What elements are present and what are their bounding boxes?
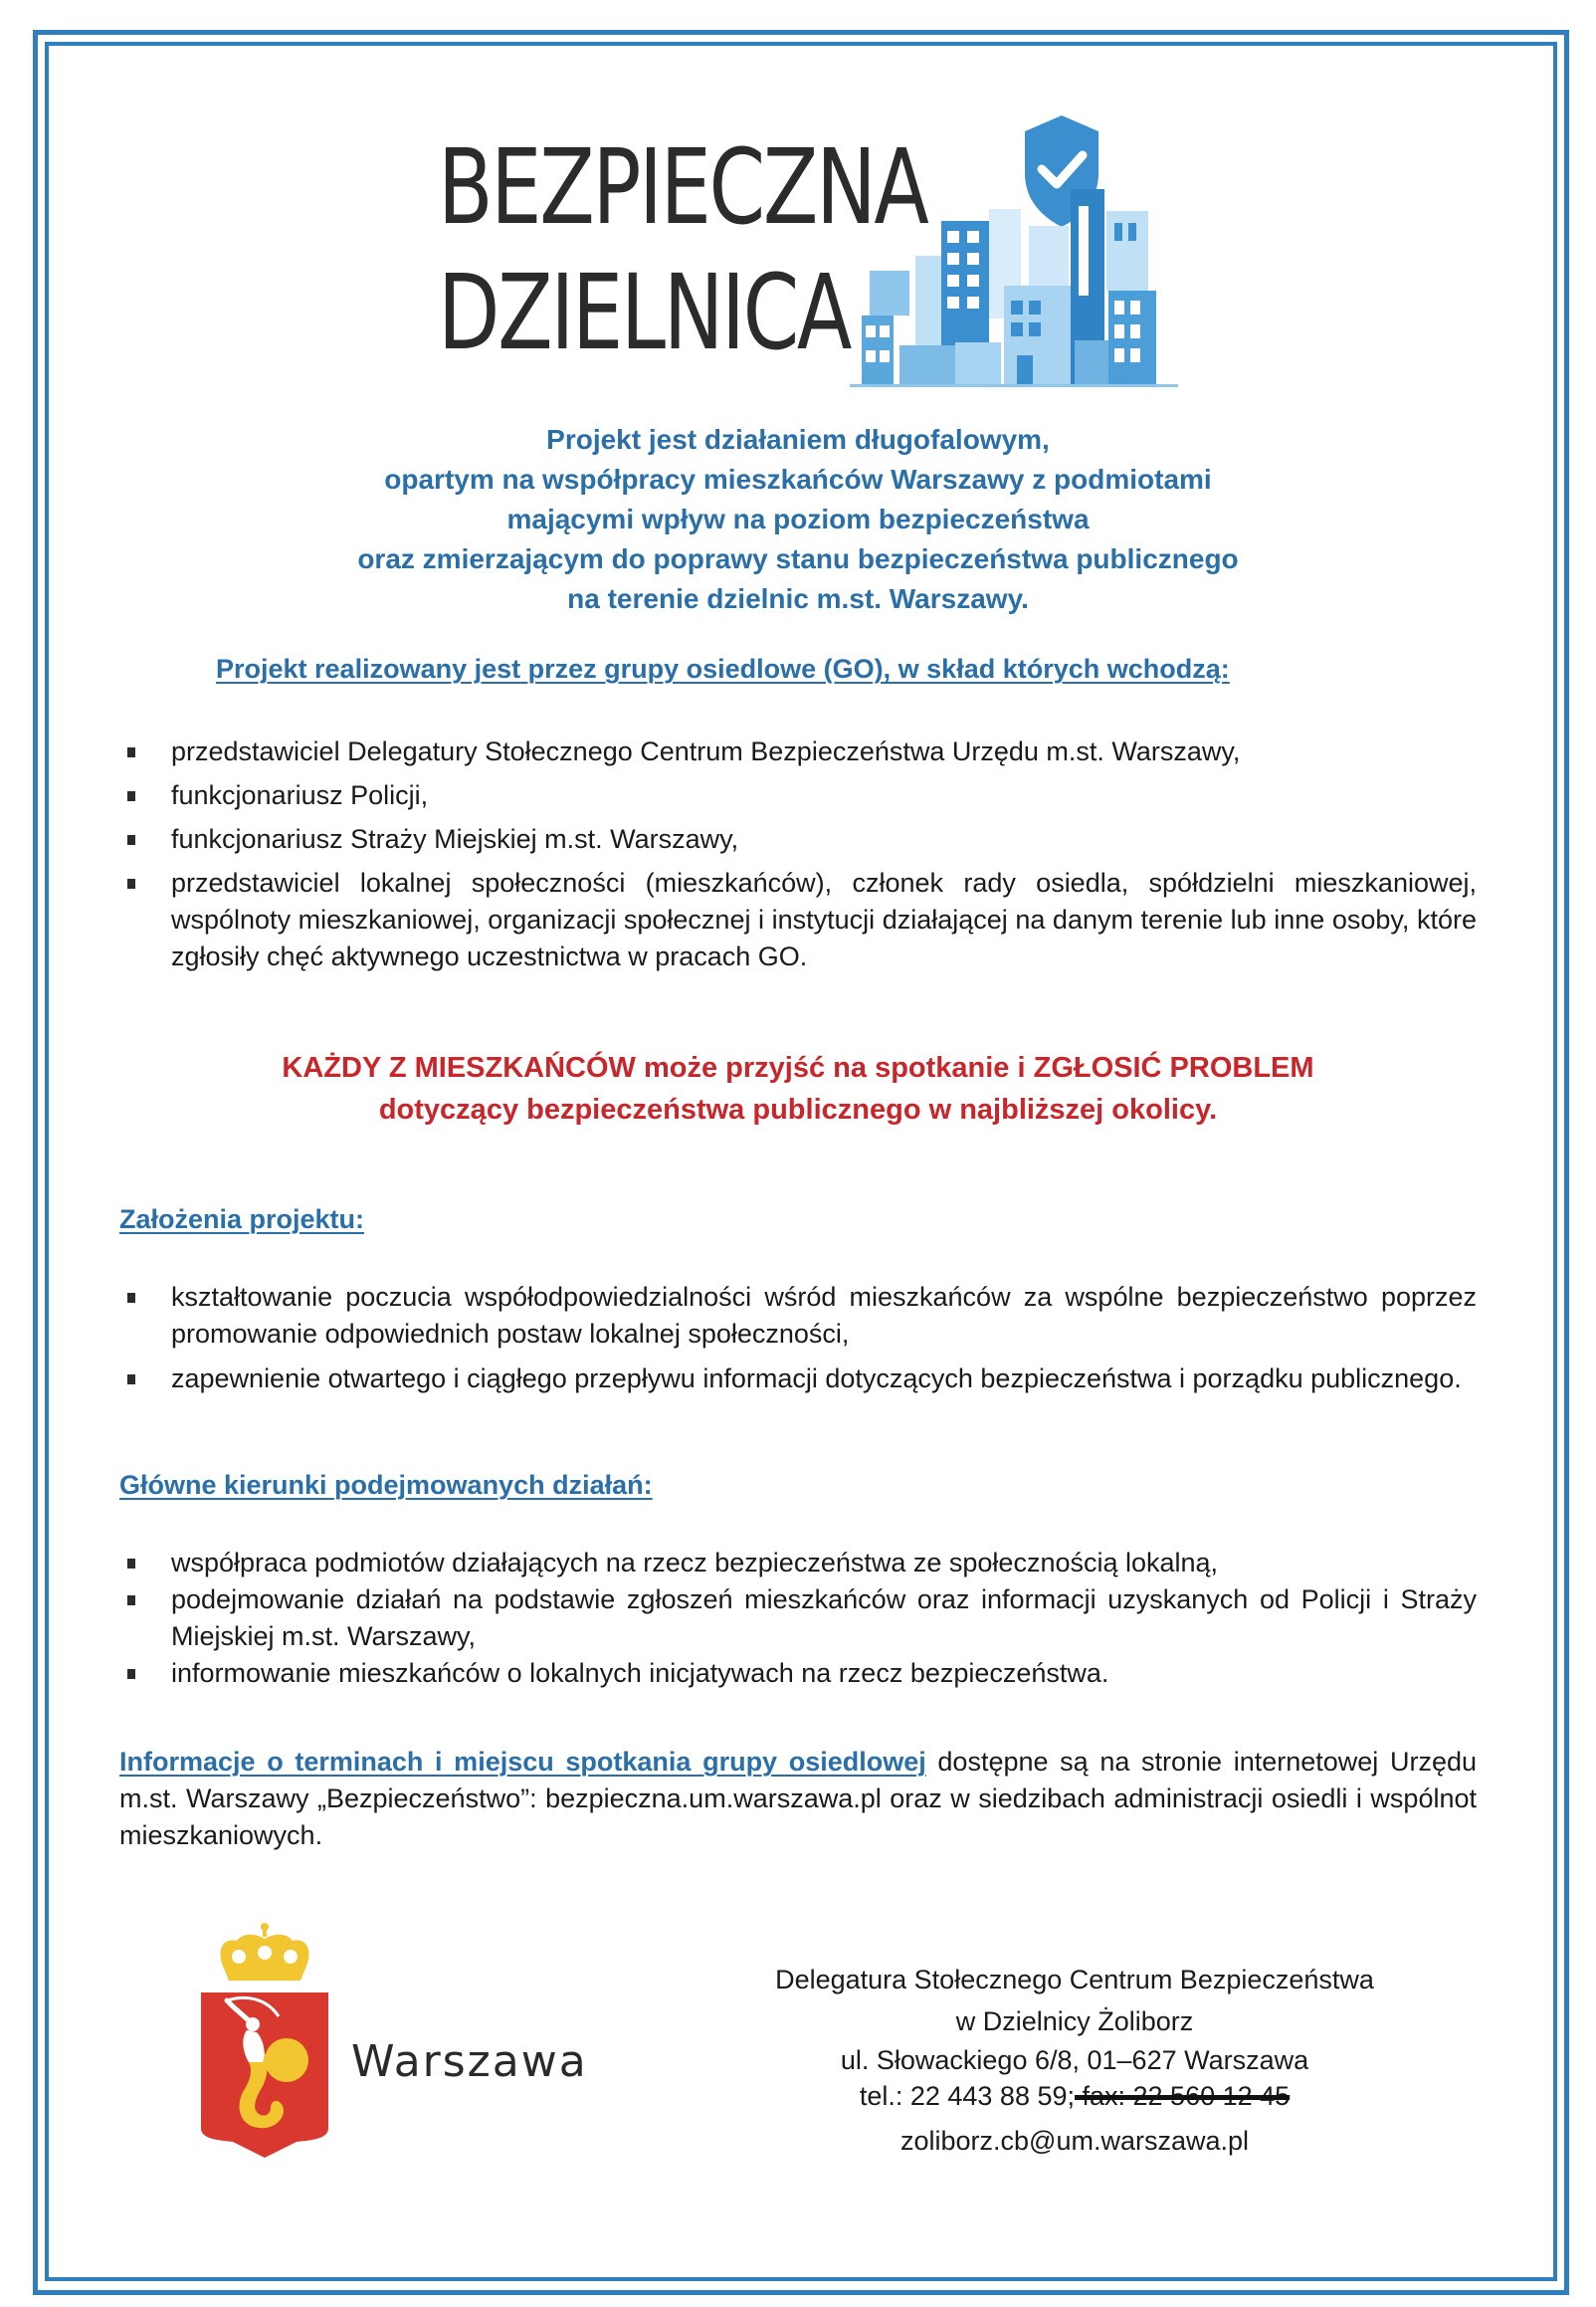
- contact-address: ul. Słowackiego 6/8, 01–627 Warszawa: [840, 2045, 1309, 2075]
- assumptions-list: [127, 1279, 1477, 1397]
- intro-line: Projekt jest działaniem długofalowym,: [546, 424, 1050, 455]
- contact-office-name: Delegatura Stołecznego Centrum Bezpieczeństwa: [775, 1965, 1374, 1994]
- groups-list: [127, 734, 1477, 975]
- title-line-2: DZIELNICA: [438, 252, 851, 373]
- assumptions-heading: Założenia projektu:: [119, 1204, 365, 1234]
- contact-phone: tel.: 22 443 88 59;: [859, 2081, 1075, 2111]
- list-item: współpraca podmiotów działających na rzecz bezpieczeństwa ze społecznością lokalną,: [127, 1545, 1477, 1581]
- bullet-icon: [127, 879, 135, 889]
- warsaw-crest-icon: [197, 1921, 332, 2160]
- intro-line: opartym na współpracy mieszkańców Warszawy z podmiotami: [384, 464, 1212, 495]
- list-item: informowanie mieszkańców o lokalnych inicjatywach na rzecz bezpieczeństwa.: [127, 1655, 1477, 1692]
- meeting-info-paragraph: [119, 1744, 1477, 1854]
- list-item: kształtowanie poczucia współodpowiedzialności wśród mieszkańców za wspólne bezpieczeństwo poprzez promowanie odpowiednich postaw lokalnej społeczności,: [127, 1279, 1477, 1353]
- callout-line-2: dotyczący bezpieczeństwa publicznego w najbliższej okolicy.: [378, 1094, 1218, 1126]
- intro-line: na terenie dzielnic m.st. Warszawy.: [567, 583, 1029, 614]
- list-item: funkcjonariusz Policji,: [127, 777, 1477, 814]
- contact-phone-line: [697, 2078, 1453, 2114]
- callout-line-1: KAŻDY Z MIESZKAŃCÓW może przyjść na spotkanie i ZGŁOSIĆ PROBLEM: [282, 1052, 1314, 1084]
- warszawa-logo-text: Warszawa: [351, 2036, 588, 2087]
- bullet-icon: [127, 1669, 135, 1679]
- bullet-icon: [127, 1374, 135, 1384]
- contact-block: [697, 1959, 1453, 2162]
- list-item: podejmowanie działań na podstawie zgłoszeń mieszkańców oraz informacji uzyskanych od Policji i Straży Miejskiej m.st. Warszawy,: [127, 1581, 1477, 1655]
- contact-fax-struck: fax: 22 560 12 45: [1075, 2081, 1291, 2111]
- bullet-icon: [127, 1595, 135, 1605]
- intro-statement: [159, 420, 1437, 619]
- bullet-icon: [127, 1559, 135, 1569]
- meeting-info-text: dostępne są na stronie internetowej Urzędu m.st. Warszawy „Bezpieczeństwo”: bezpieczna.um.warszawa.pl oraz w siedzibach administracji osiedli i wspólnot mieszkaniowych.: [119, 1747, 1477, 1850]
- list-item: przedstawiciel Delegatury Stołecznego Centrum Bezpieczeństwa Urzędu m.st. Warszawy,: [127, 734, 1477, 770]
- bullet-icon: [127, 747, 135, 757]
- meeting-info-link[interactable]: Informacje o terminach i miejscu spotkania grupy osiedlowej: [119, 1747, 926, 1777]
- shield-check-city-icon: [850, 111, 1188, 390]
- intro-line: mającymi wpływ na poziom bezpieczeństwa: [506, 504, 1090, 534]
- intro-line: oraz zmierzającym do poprawy stanu bezpieczeństwa publicznego: [357, 543, 1239, 574]
- list-item: funkcjonariusz Straży Miejskiej m.st. Warszawy,: [127, 821, 1477, 858]
- groups-heading: Projekt realizowany jest przez grupy osiedlowe (GO), w skład których wchodzą:: [216, 654, 1230, 684]
- contact-district: w Dzielnicy Żoliborz: [955, 2006, 1194, 2036]
- contact-email[interactable]: zoliborz.cb@um.warszawa.pl: [899, 2126, 1250, 2156]
- directions-list: [127, 1545, 1477, 1692]
- list-item: zapewnienie otwartego i ciągłego przepływu informacji dotyczących bezpieczeństwa i porządku publicznego.: [127, 1361, 1477, 1397]
- bullet-icon: [127, 791, 135, 801]
- bullet-icon: [127, 1293, 135, 1303]
- directions-heading: Główne kierunki podejmowanych działań:: [119, 1470, 653, 1500]
- bullet-icon: [127, 835, 135, 845]
- list-item: przedstawiciel lokalnej społeczności (mieszkańców), członek rady osiedla, spółdzielni mieszkaniowej, wspólnoty mieszkaniowej, organizacji społecznej i instytucji działającej na danym terenie lub inne osoby, które zgłosiły chęć aktywnego uczestnictwa w pracach GO.: [127, 865, 1477, 975]
- title-line-1: BEZPIECZNA: [438, 126, 927, 248]
- callout-statement: [159, 1047, 1437, 1131]
